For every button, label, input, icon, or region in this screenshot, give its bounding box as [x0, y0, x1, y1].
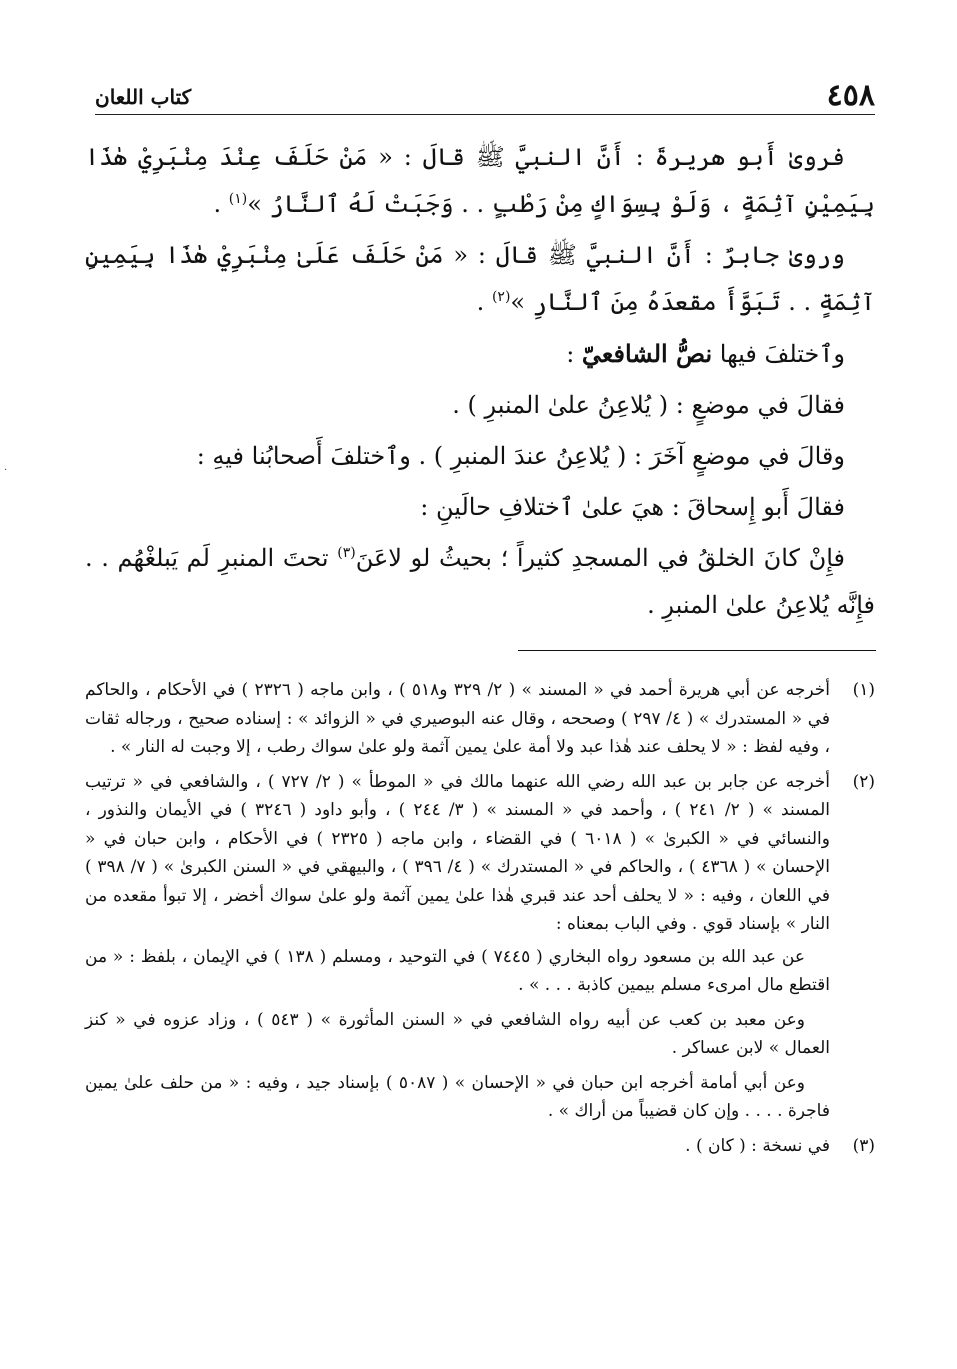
- footnote-ref-3: (٣): [337, 545, 356, 561]
- footnote-ref-1: (١): [228, 191, 248, 207]
- footnote-sub-ibn-masud: عن عبد الله بن مسعود رواه البخاري ( ٧٤٤٥ ) في التوحيد ، ومسلم ( ١٣٨ ) في الإيمان ، بلفظ : « من اقتطع مال امرىء مسلم بيمين كاذبة . . . » .: [85, 946, 830, 995]
- footnote-2: [85, 768, 875, 1126]
- paragraph-text: وروىٰ جابرٌ : أَنَّ النبيَّ ﷺ قالَ : « مَنْ حَلَفَ عَلَىٰ مِنْبَرِيْ هٰذَا بِيَمِينٍ آثِمَةٍ . . تَبَوَّأَ مقعدَهُ مِنَ ٱلنَّارِ »: [85, 241, 875, 316]
- paragraph-text: وٱختلفَ فيها: [712, 340, 845, 368]
- footnote-ref-2: (٢): [491, 289, 511, 305]
- footnote-number: (٢): [852, 771, 875, 792]
- paragraph-text: فروىٰ أَبو هريرةَ : أَنَّ النبيَّ ﷺ قالَ : « مَنْ حَلَفَ عِنْدَ مِنْبَرِيْ هٰذَا بِيَمِيْنٍ آثِمَةٍ ، وَلَوْ بِسِوَاكٍ مِنْ رَطْبٍ . . وَجَبَتْ لَهُ ٱلنَّارُ »: [85, 143, 875, 218]
- footnote-number: (١): [852, 680, 875, 700]
- footnote-1: [85, 676, 875, 762]
- paragraph-jabir: [85, 232, 875, 326]
- footnote-text: أخرجه عن أبي هريرة أحمد في « المسند » ( ٢/ ٣٢٩ و٥١٨ ) ، وابن ماجه ( ٢٣٢٦ ) في الأحكام ، والحاكم في « المستدرك » ( ٤/ ٢٩٧ ) وصححه ، وقال عنه البوصيري في « الزوائد » : إسناده صحيح ، ورجاله ثقات ، وفيه لفظ : « لا يحلف عند هٰذا عبد ولا أمة علىٰ يمين آثمة ولو علىٰ سواك رطب ، إلا وجبت له النار » .: [85, 680, 830, 757]
- paragraph-abu-ishaq: فقالَ أَبو إِسحاقَ : هيَ علىٰ ٱختلافِ حالَينِ :: [420, 493, 845, 521]
- footnote-sub-abu-umamah: وعن أبي أمامة أخرجه ابن حبان في « الإحسان » ( ٥٠٨٧ ) بإسناد جيد ، وفيه : « من حلف علىٰ يمين فاجرة . . . . وإن كان قضيباً من أراك » .: [85, 1072, 830, 1121]
- bold-term: نصُّ الشافعيّ: [581, 339, 713, 368]
- footnote-number: (٣): [852, 1135, 875, 1156]
- paragraph-text: فإِنْ كانَ الخلقُ في المسجدِ كثيراً ؛ بحيثُ لو لاعَنَ: [355, 544, 845, 572]
- book-title: كتاب اللعان: [95, 85, 192, 109]
- footnote-text: أخرجه عن جابر بن عبد الله رضي الله عنهما مالك في « الموطأ » ( ٢/ ٧٢٧ ) ، والشافعي في « ترتيب المسند » ( ٢/ ٢٤١ ) ، وأحمد في « المسند » ( ٣/ ٢٤٤ ) ، وأبو داود ( ٣٢٤٦ ) في الأيمان والنذور ، والنسائي في « الكبرىٰ » ( ٦٠١٨ ) في القضاء ، وابن ماجه ( ٢٣٢٥ ) في الأحكام ، وابن حبان في « الإحسان » ( ٤٣٦٨ ) ، والحاكم في « المستدرك » ( ٤/ ٣٩٦ ) ، والبيهقي في « السنن الكبرىٰ » ( ٧/ ٣٩٨ ) في اللعان ، وفيه : « لا يحلف أحد عند قبري هٰذا علىٰ يمين آثمة ولو علىٰ سواك أخضر ، إلا تبوأ مقعده من النار » بإسناد قوي . وفي الباب بمعناه :: [85, 771, 831, 934]
- footnotes: [85, 676, 875, 1166]
- paragraph-text: تحتَ المنبرِ لَم يَبلغْهُم . . فإِنَّه يُلاعِنُ علىٰ المنبرِ .: [85, 544, 875, 619]
- paragraph-condition: [85, 535, 875, 629]
- paragraph-first-position: فقالَ في موضعٍ : ( يُلاعِنُ علىٰ المنبرِ ) .: [452, 391, 845, 419]
- margin-mark: ·: [4, 465, 8, 476]
- footnote-sub-mabad: وعن معبد بن كعب عن أبيه رواه الشافعي في « السنن المأثورة » ( ٥٤٣ ) ، وزاد عزوه في « كنز العمال » لابن عساكر .: [85, 1009, 830, 1058]
- footnote-separator: [518, 650, 876, 651]
- paragraph-disagreement: [85, 330, 875, 378]
- footnote-text: في نسخة : ( كان ) .: [685, 1135, 830, 1156]
- main-text: [85, 134, 875, 633]
- running-header: [95, 80, 875, 115]
- paragraph-abu-hurairah: [85, 134, 875, 228]
- paragraph-end: .: [213, 190, 229, 218]
- paragraph-end: .: [476, 288, 492, 316]
- paragraph-second-position: وقالَ في موضعٍ آخَرَ : ( يُلاعِنُ عندَ المنبرِ ) . وٱختلفَ أَصحابُنا فيهِ :: [196, 442, 845, 470]
- page-number: ٤٥٨: [826, 78, 875, 113]
- footnote-3: [85, 1132, 875, 1161]
- paragraph-end: :: [566, 340, 582, 368]
